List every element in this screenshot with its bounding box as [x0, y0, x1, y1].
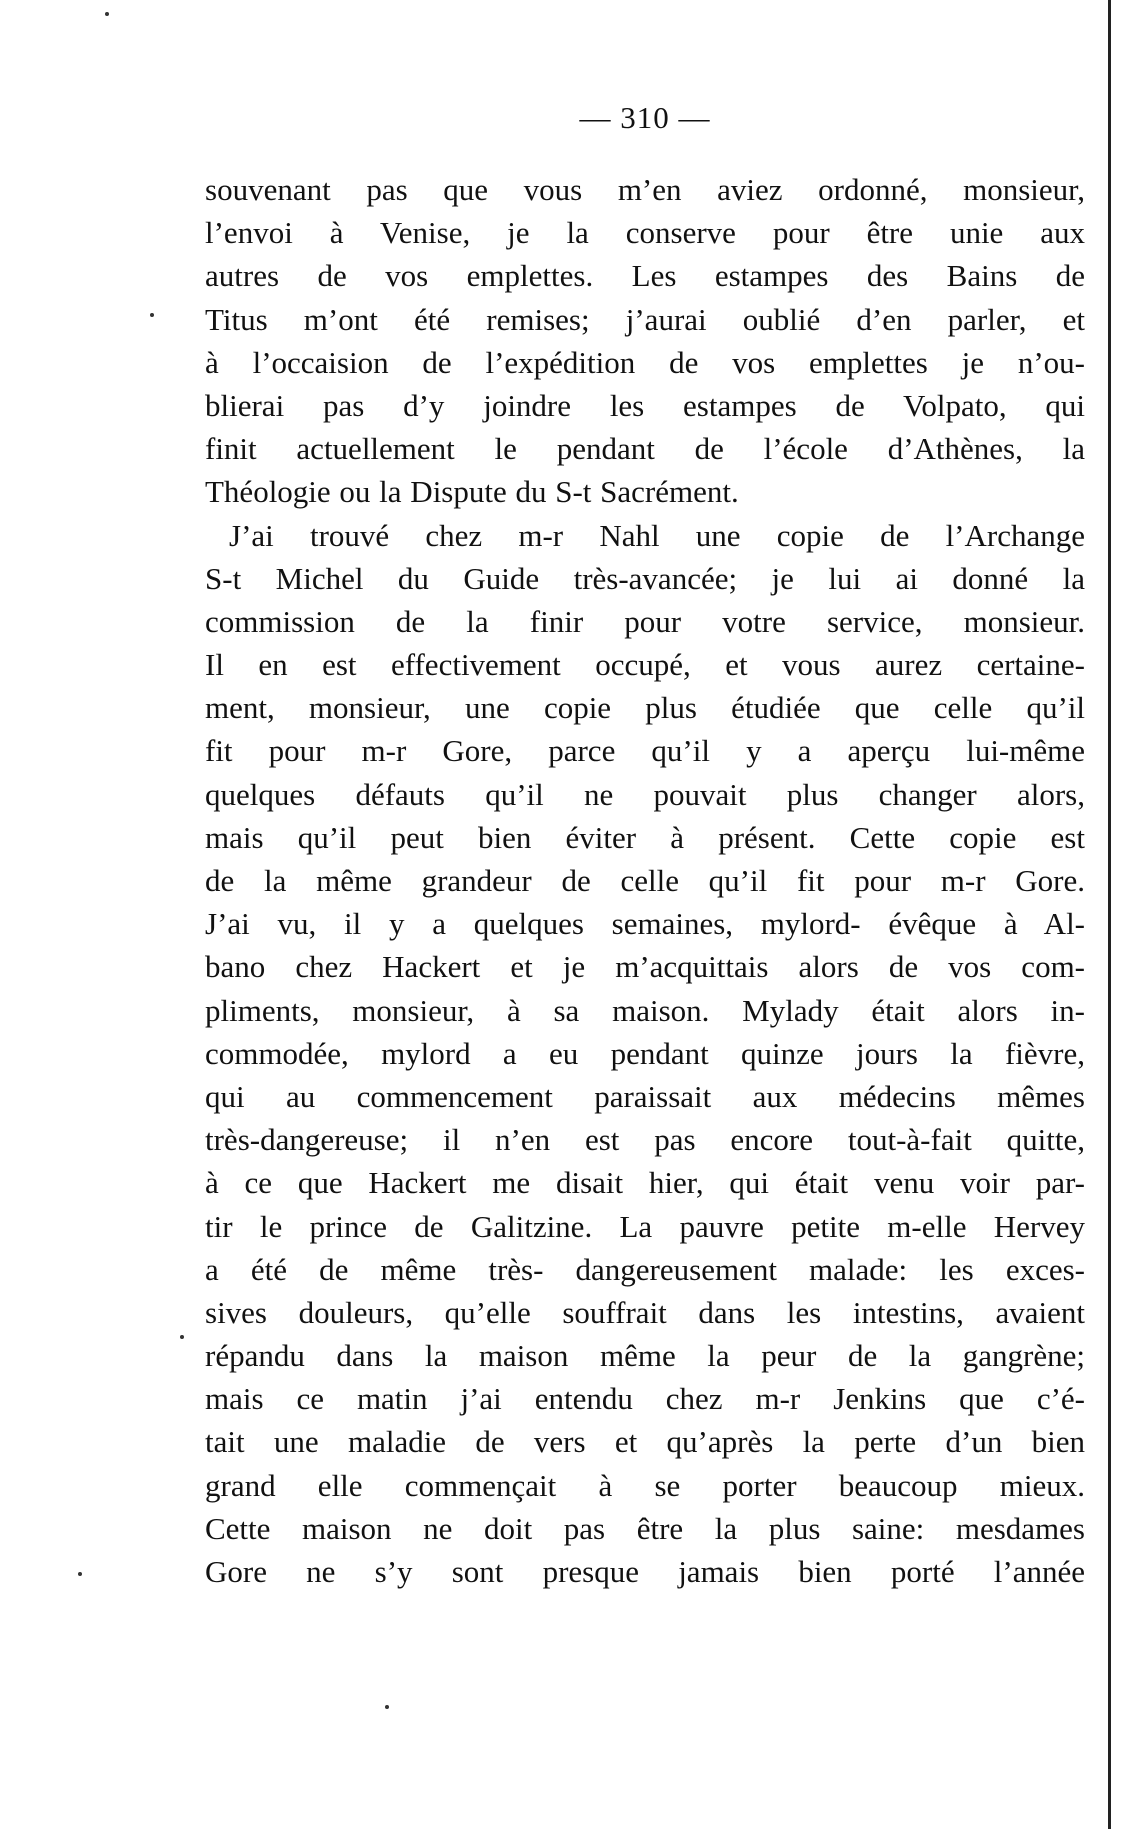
text-line: Cette maison ne doit pas être la plus saine: mesdames: [205, 1510, 1085, 1546]
text-line: très-dangereuse; il n’en est pas encore tout-à-fait quitte,: [205, 1122, 1085, 1158]
text-line: J’ai vu, il y a quelques semaines, mylord- évêque à Al-: [205, 906, 1085, 942]
binding-edge-line: [1108, 0, 1111, 1829]
text-line: a été de même très- dangereusement malade: les exces-: [205, 1251, 1085, 1287]
text-line: ment, monsieur, une copie plus étudiée que celle qu’il: [205, 690, 1085, 726]
text-line: commission de la finir pour votre service, monsieur.: [205, 603, 1085, 639]
scan-speck: [78, 1572, 82, 1576]
text-line: tait une maladie de vers et qu’après la perte d’un bien: [205, 1424, 1085, 1460]
text-line: à l’occaision de l’expédition de vos emplettes je n’ou-: [205, 344, 1085, 380]
text-line: fit pour m-r Gore, parce qu’il y a aperçu lui-même: [205, 733, 1085, 769]
text-line: S-t Michel du Guide très-avancée; je lui ai donné la: [205, 560, 1085, 596]
scan-speck: [150, 313, 154, 317]
text-line: Gore ne s’y sont presque jamais bien porté l’année: [205, 1554, 1085, 1589]
text-line: l’envoi à Venise, je la conserve pour être unie aux: [205, 215, 1085, 251]
text-line: J’ai trouvé chez m-r Nahl une copie de l’Archange: [229, 517, 1085, 553]
text-line: souvenant pas que vous m’en aviez ordonné, monsieur,: [205, 172, 1085, 207]
text-line: Théologie ou la Dispute du S-t Sacrément.: [205, 474, 739, 510]
scan-speck: [385, 1705, 389, 1709]
scan-speck: [180, 1335, 184, 1339]
text-line: mais ce matin j’ai entendu chez m-r Jenkins que c’é-: [205, 1381, 1085, 1417]
text-line: bano chez Hackert et je m’acquittais alors de vos com-: [205, 949, 1085, 985]
text-line: mais qu’il peut bien éviter à présent. Cette copie est: [205, 819, 1085, 855]
text-line: pliments, monsieur, à sa maison. Mylady était alors in-: [205, 992, 1085, 1028]
text-line: grand elle commençait à se porter beaucoup mieux.: [205, 1467, 1085, 1503]
text-line: quelques défauts qu’il ne pouvait plus changer alors,: [205, 776, 1085, 812]
text-line: Titus m’ont été remises; j’aurai oublié d’en parler, et: [205, 301, 1085, 337]
text-line: autres de vos emplettes. Les estampes des Bains de: [205, 258, 1085, 294]
text-line: de la même grandeur de celle qu’il fit pour m-r Gore.: [205, 863, 1085, 898]
text-line: tir le prince de Galitzine. La pauvre petite m-elle Hervey: [205, 1208, 1085, 1244]
text-line: à ce que Hackert me disait hier, qui était venu voir par-: [205, 1165, 1085, 1201]
text-line: sives douleurs, qu’elle souffrait dans les intestins, avaient: [205, 1294, 1085, 1330]
text-line: commodée, mylord a eu pendant quinze jours la fièvre,: [205, 1035, 1085, 1071]
scan-speck: [105, 12, 109, 16]
text-line: qui au commencement paraissait aux médecins mêmes: [205, 1078, 1085, 1114]
text-line: répandu dans la maison même la peur de la gangrène;: [205, 1338, 1085, 1374]
text-line: Il en est effectivement occupé, et vous aurez certaine-: [205, 647, 1085, 683]
text-line: finit actuellement le pendant de l’école d’Athènes, la: [205, 431, 1085, 467]
text-line: blierai pas d’y joindre les estampes de Volpato, qui: [205, 387, 1085, 423]
page-number: — 310 —: [579, 100, 711, 135]
body-text: [205, 168, 1085, 1593]
